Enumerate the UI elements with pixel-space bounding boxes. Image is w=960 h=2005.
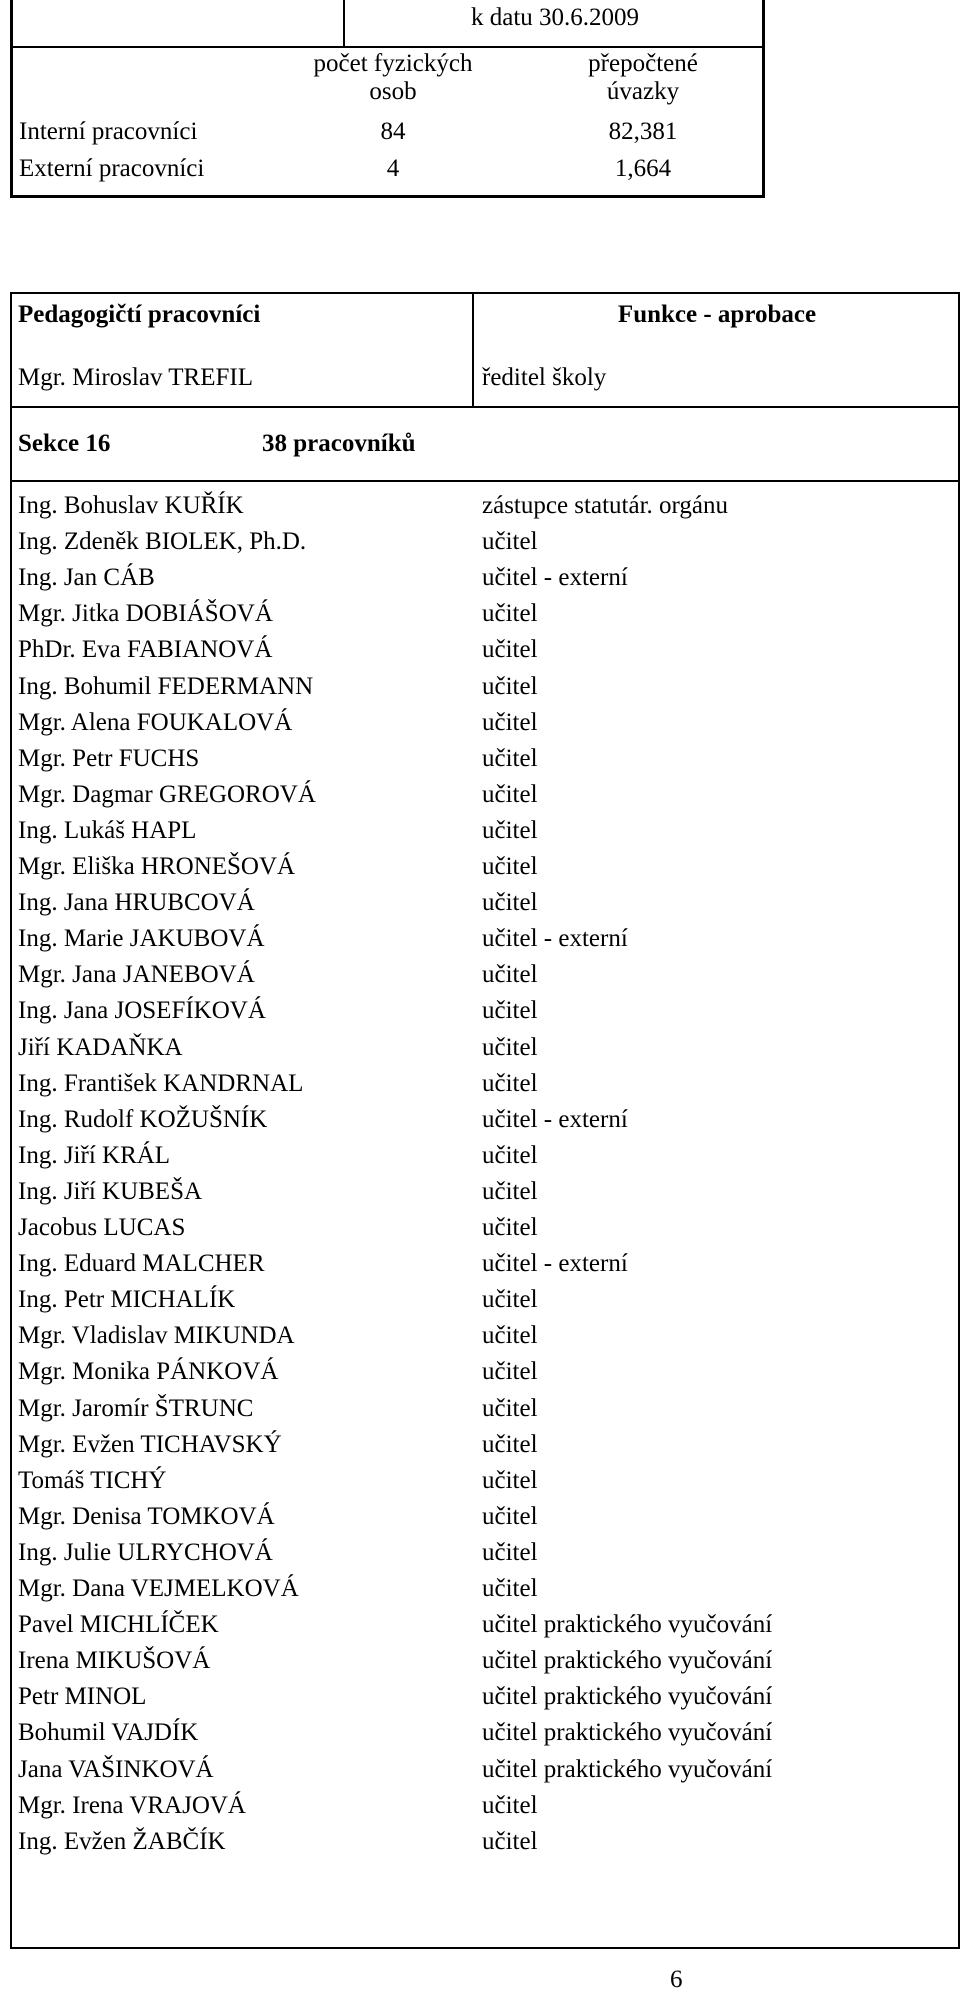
staff-name: Tomáš TICHÝ	[18, 1467, 167, 1494]
staff-role: učitel	[482, 1539, 538, 1566]
staff-role: učitel	[482, 1431, 538, 1458]
staff-role: učitel	[482, 1070, 538, 1097]
row-internal-count: 84	[380, 118, 406, 145]
staff-name: Mgr. Petr FUCHS	[18, 745, 200, 772]
date-label: k datu 30.6.2009	[470, 4, 640, 31]
staff-role: učitel	[482, 1142, 538, 1169]
staff-name: Ing. Jana JOSEFÍKOVÁ	[18, 997, 266, 1024]
staff-role: učitel praktického vyučování	[482, 1647, 773, 1674]
col-count-header-2: osob	[369, 78, 417, 105]
col-count-header-1: počet fyzických	[313, 50, 473, 77]
staff-name: Ing. Julie ULRYCHOVÁ	[18, 1539, 273, 1566]
director-role: ředitel školy	[482, 364, 607, 391]
staff-name: Mgr. Jitka DOBIÁŠOVÁ	[18, 600, 273, 627]
staff-name: Mgr. Dana VEJMELKOVÁ	[18, 1575, 299, 1602]
staff-role: učitel	[482, 1828, 538, 1855]
staff-role: učitel	[482, 1286, 538, 1313]
staff-name: Ing. Bohuslav KUŘÍK	[18, 492, 244, 519]
staff-role: učitel	[482, 600, 538, 627]
staff-name: Ing. Jan CÁB	[18, 564, 155, 591]
staff-role: učitel	[482, 1792, 538, 1819]
staff-role: učitel	[482, 961, 538, 988]
staff-table	[10, 292, 960, 1949]
staff-role: učitel	[482, 528, 538, 555]
summary-rule	[13, 46, 762, 48]
staff-name: Ing. Rudolf KOŽUŠNÍK	[18, 1106, 268, 1133]
staff-role: učitel praktického vyučování	[482, 1683, 773, 1710]
staff-name: Bohumil VAJDÍK	[18, 1719, 199, 1746]
staff-role: učitel	[482, 853, 538, 880]
staff-name: Ing. Petr MICHALÍK	[18, 1286, 236, 1313]
director-name: Mgr. Miroslav TREFIL	[18, 364, 253, 391]
staff-name: Mgr. Jana JANEBOVÁ	[18, 961, 255, 988]
staff-name: Ing. Zdeněk BIOLEK, Ph.D.	[18, 528, 307, 555]
col-fte-header-2: úvazky	[606, 78, 680, 105]
sekce-label: Sekce 16	[18, 430, 111, 457]
staff-name: Petr MINOL	[18, 1683, 147, 1710]
staff-name: PhDr. Eva FABIANOVÁ	[18, 636, 273, 663]
function-header: Funkce - aprobace	[617, 301, 817, 328]
staff-role: učitel	[482, 1575, 538, 1602]
staff-name: Ing. Bohumil FEDERMANN	[18, 673, 314, 700]
row-internal-label: Interní pracovníci	[19, 118, 198, 145]
sekce-count: 38 pracovníků	[262, 430, 416, 457]
row-external-label: Externí pracovníci	[19, 155, 205, 182]
staff-rule-2	[12, 480, 958, 482]
staff-name: Jana VAŠINKOVÁ	[18, 1756, 214, 1783]
staff-name: Ing. František KANDRNAL	[18, 1070, 304, 1097]
staff-role: učitel - externí	[482, 1106, 628, 1133]
staff-role: učitel	[482, 1467, 538, 1494]
staff-role: učitel	[482, 997, 538, 1024]
staff-role: učitel	[482, 1214, 538, 1241]
staff-name: Ing. Eduard MALCHER	[18, 1250, 265, 1277]
staff-rule-1	[12, 406, 958, 408]
staff-role: učitel - externí	[482, 1250, 628, 1277]
staff-role: učitel	[482, 709, 538, 736]
row-external-count: 4	[386, 155, 400, 182]
staff-role: učitel	[482, 636, 538, 663]
staff-role: učitel	[482, 781, 538, 808]
staff-role: učitel praktického vyučování	[482, 1611, 773, 1638]
staff-name: Mgr. Dagmar GREGOROVÁ	[18, 781, 316, 808]
row-internal-fte: 82,381	[608, 118, 678, 145]
staff-name: Jiří KADAŇKA	[18, 1034, 183, 1061]
staff-role: učitel praktického vyučování	[482, 1719, 773, 1746]
col-fte-header-1: přepočtené	[588, 50, 698, 77]
row-external-fte: 1,664	[614, 155, 672, 182]
staff-name: Mgr. Irena VRAJOVÁ	[18, 1792, 246, 1819]
staff-name: Pavel MICHLÍČEK	[18, 1611, 219, 1638]
staff-role: učitel	[482, 1503, 538, 1530]
page-number: 6	[670, 1966, 683, 1993]
staff-role: učitel	[482, 745, 538, 772]
staff-name: Ing. Marie JAKUBOVÁ	[18, 925, 265, 952]
staff-name: Irena MIKUŠOVÁ	[18, 1647, 211, 1674]
staff-role: učitel	[482, 673, 538, 700]
staff-name: Ing. Evžen ŽABČÍK	[18, 1828, 226, 1855]
staff-role: učitel - externí	[482, 925, 628, 952]
section-label: Pedagogičtí pracovníci	[18, 301, 261, 328]
staff-name: Mgr. Monika PÁNKOVÁ	[18, 1358, 279, 1385]
staff-role: učitel	[482, 1178, 538, 1205]
staff-name: Jacobus LUCAS	[18, 1214, 186, 1241]
staff-role: učitel	[482, 1358, 538, 1385]
staff-name: Mgr. Evžen TICHAVSKÝ	[18, 1431, 282, 1458]
staff-name: Ing. Jana HRUBCOVÁ	[18, 889, 255, 916]
staff-role: učitel	[482, 817, 538, 844]
staff-role: učitel	[482, 1034, 538, 1061]
staff-name: Mgr. Vladislav MIKUNDA	[18, 1322, 295, 1349]
staff-role: učitel	[482, 889, 538, 916]
staff-name: Ing. Jiří KRÁL	[18, 1142, 171, 1169]
staff-role: učitel	[482, 1322, 538, 1349]
staff-name: Ing. Jiří KUBEŠA	[18, 1178, 203, 1205]
staff-name: Mgr. Denisa TOMKOVÁ	[18, 1503, 275, 1530]
staff-role: učitel praktického vyučování	[482, 1756, 773, 1783]
staff-name: Mgr. Alena FOUKALOVÁ	[18, 709, 293, 736]
summary-table	[10, 0, 765, 198]
staff-role: učitel - externí	[482, 564, 628, 591]
staff-name: Ing. Lukáš HAPL	[18, 817, 197, 844]
staff-name: Mgr. Jaromír ŠTRUNC	[18, 1395, 254, 1422]
staff-role: učitel	[482, 1395, 538, 1422]
staff-role: zástupce statutár. orgánu	[482, 492, 728, 519]
staff-name: Mgr. Eliška HRONEŠOVÁ	[18, 853, 296, 880]
